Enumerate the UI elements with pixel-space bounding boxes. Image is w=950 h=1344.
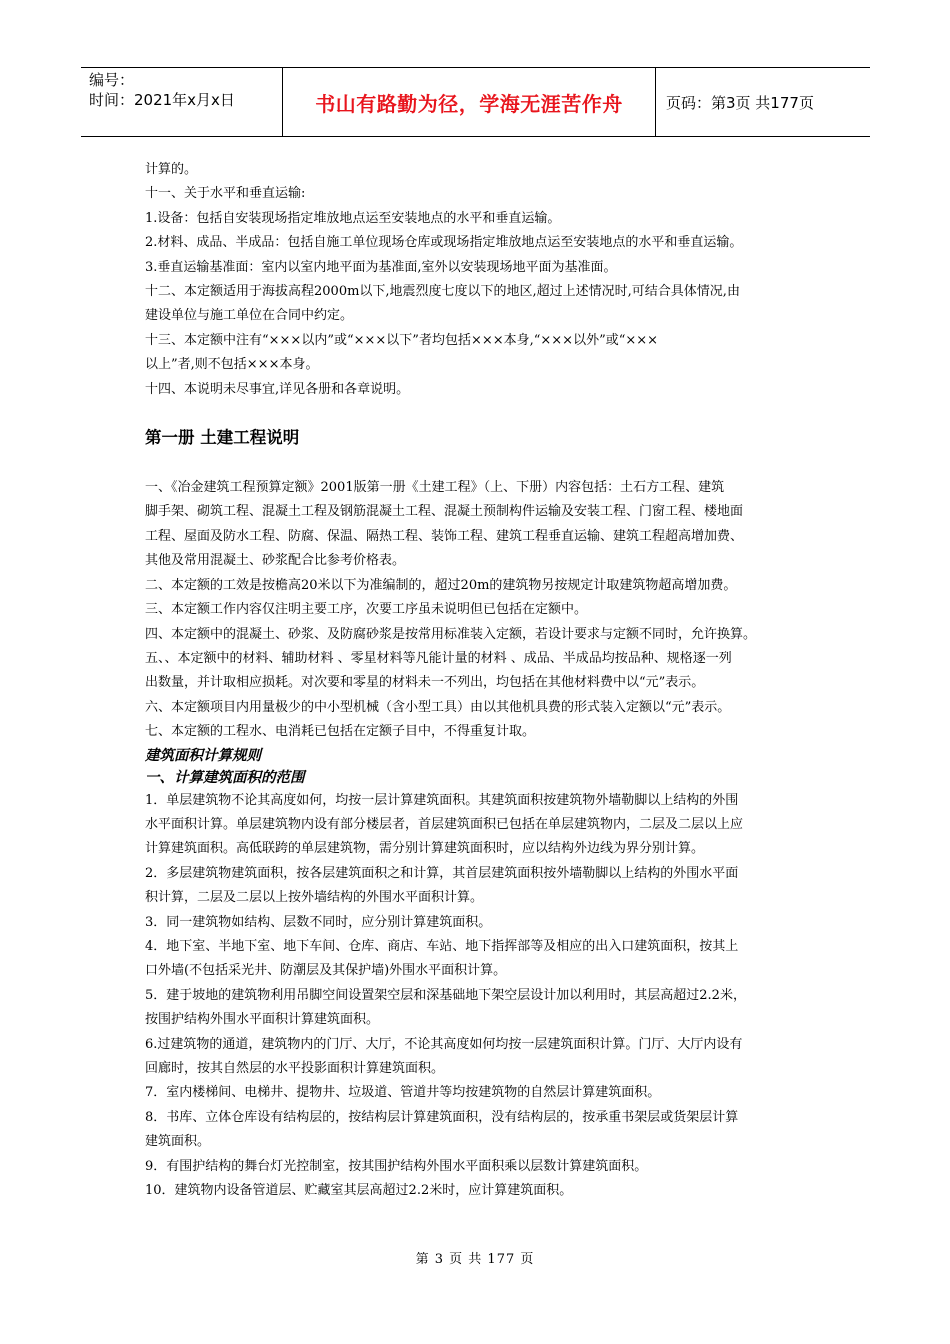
text-line: 计算建筑面积。高低联跨的单层建筑物，需分别计算建筑面积时，应以结构外边线为界分别计算。: [145, 841, 705, 857]
document-body: [145, 158, 813, 1203]
text-line: 二、本定额的工效是按檐高20米以下为准编制的，超过20m的建筑物另按规定计取建筑物超高增加费。: [145, 577, 737, 593]
number-label: 编号：: [89, 71, 135, 89]
text-line: 十一、关于水平和垂直运输:: [145, 186, 306, 202]
page-header: [81, 67, 870, 137]
motto: 书山有路勤为径，学海无涯苦作舟: [282, 68, 656, 136]
header-left-cell: [81, 68, 282, 136]
page-info: 页码：第3页 共177页: [666, 93, 814, 112]
text-line: 其他及常用混凝土、砂浆配合比参考价格表。: [145, 553, 406, 569]
text-line: 2．多层建筑物建筑面积，按各层建筑面积之和计算，其首层建筑面积按外墙勒脚以上结构的外围水平面: [145, 865, 739, 881]
text-line: 六、本定额项目内用量极少的中小型机械（含小型工具）由以其他机具费的形式装入定额以“元”表示。: [145, 699, 731, 715]
text-line: 4．地下室、半地下室、地下车间、仓库、商店、车站、地下指挥部等及相应的出入口建筑面积，按其上: [145, 938, 739, 954]
text-line: 十三、本定额中注有“×××以内”或“×××以下”者均包括×××本身,“×××以外”或“×××: [145, 332, 659, 348]
text-line: 3.垂直运输基准面：室内以室内地平面为基准面,室外以安装现场地平面为基准面。: [145, 259, 617, 275]
text-line: 5．建于坡地的建筑物利用吊脚空间设置架空层和深基础地下架空层设计加以利用时，其层高超过2.2米，: [145, 987, 746, 1003]
text-line: 口外墙(不包括采光井、防潮层及其保护墙)外围水平面积计算。: [145, 963, 507, 979]
text-line: 一、《冶金建筑工程预算定额》2001版第一册《土建工程》（上、下册）内容包括：土石方工程、建筑: [145, 480, 725, 496]
text-line: 出数量，并计取相应损耗。对次要和零星的材料未一不列出，均包括在其他材料费中以“元”表示。: [145, 675, 705, 691]
text-line: 十四、本说明未尽事宜,详见各册和各章说明。: [145, 381, 410, 397]
text-line: 建设单位与施工单位在合同中约定。: [145, 308, 354, 324]
text-line: 8．书库、立体仓库设有结构层的，按结构层计算建筑面积，没有结构层的，按承重书架层或货架层计算: [145, 1109, 739, 1125]
text-line: 四、本定额中的混凝土、砂浆、及防腐砂浆是按常用标准装入定额，若设计要求与定额不同时，允许换算。: [145, 626, 757, 642]
text-line: 回廊时，按其自然层的水平投影面积计算建筑面积。: [145, 1061, 445, 1076]
text-line: 十二、本定额适用于海拔高程2000m以下,地震烈度七度以下的地区,超过上述情况时,可结合具体情况,由: [145, 284, 740, 300]
text-line: 按围护结构外围水平面积计算建筑面积。: [145, 1012, 380, 1028]
text-line: 以上”者,则不包括×××本身。: [145, 357, 319, 373]
text-line: 9．有围护结构的舞台灯光控制室，按其围护结构外围水平面积乘以层数计算建筑面积。: [145, 1158, 648, 1174]
page-footer: 第 3 页 共 177 页: [415, 1252, 535, 1267]
text-line: 10．建筑物内设备管道层、贮藏室其层高超过2.2米时，应计算建筑面积。: [145, 1183, 573, 1199]
text-line: 计算的。: [145, 162, 198, 177]
date-line: 时间：2021年x月x日: [89, 91, 235, 109]
text-line: 水平面积计算。单层建筑物内设有部分楼层者，首层建筑面积已包括在单层建筑物内，二层及二层以上应: [145, 816, 744, 832]
intro-section: [145, 158, 813, 402]
section-title: 第一册 土建工程说明: [145, 428, 300, 448]
text-line: 积计算，二层及二层以上按外墙结构的外围水平面积计算。: [145, 890, 484, 906]
text-line: 脚手架、砌筑工程、混凝土工程及钢筋混凝土工程、混凝土预制构件运输及安装工程、门窗工程、楼地面: [145, 504, 744, 520]
rules-subtitle: 一、计算建筑面积的范围: [145, 769, 305, 786]
text-line: 1.设备：包括自安装现场指定堆放地点运至安装地点的水平和垂直运输。: [145, 210, 561, 226]
civil-works-section: [145, 476, 813, 744]
text-line: 建筑面积。: [145, 1134, 211, 1150]
text-line: 1．单层建筑物不论其高度如何，均按一层计算建筑面积。其建筑面积按建筑物外墙勒脚以上结构的外围: [145, 792, 739, 808]
rules-section: [145, 789, 813, 1204]
text-line: 6.过建筑物的通道，建筑物内的门厅、大厅，不论其高度如何均按一层建筑面积计算。门厅、大厅内设有: [145, 1036, 743, 1052]
text-line: 工程、屋面及防水工程、防腐、保温、隔热工程、装饰工程、建筑工程垂直运输、建筑工程超高增加费、: [145, 528, 744, 544]
text-line: 三、本定额工作内容仅注明主要工序，次要工序虽未说明但已包括在定额中。: [145, 602, 588, 618]
rules-title: 建筑面积计算规则: [145, 747, 261, 764]
text-line: 2.材料、成品、半成品：包括自施工单位现场仓库或现场指定堆放地点运至安装地点的水平和垂直运输。: [145, 235, 743, 251]
text-line: 七、本定额的工程水、电消耗已包括在定额子目中，不得重复计取。: [145, 724, 536, 740]
text-line: 五、、本定额中的材料、辅助材料 、零星材料等凡能计量的材料 、成品、半成品均按品种、规格逐一列: [145, 650, 732, 666]
text-line: 3．同一建筑物如结构、层数不同时，应分别计算建筑面积。: [145, 914, 492, 930]
text-line: 7．室内楼梯间、电梯井、提物井、垃圾道、管道井等均按建筑物的自然层计算建筑面积。: [145, 1085, 661, 1101]
